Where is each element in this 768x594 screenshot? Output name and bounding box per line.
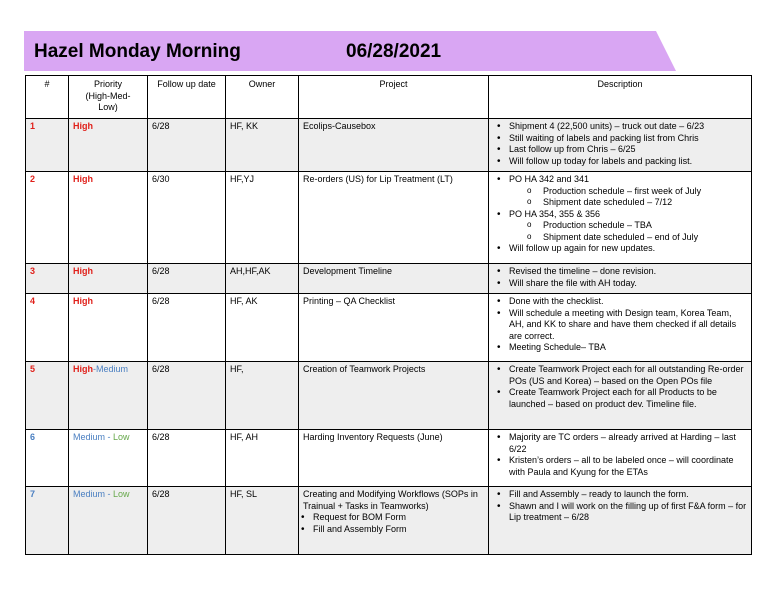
desc-item: • Will follow up today for labels and packing list. xyxy=(509,156,747,168)
header-row xyxy=(26,76,752,119)
table-row xyxy=(26,119,752,172)
row-followup: 6/28 xyxy=(148,430,226,487)
table-row xyxy=(26,430,752,487)
row-priority xyxy=(69,362,148,430)
row-followup: 6/28 xyxy=(148,362,226,430)
col-header-priority xyxy=(69,76,148,119)
row-description xyxy=(489,430,752,487)
priority-high: High xyxy=(73,174,93,184)
priority-low: Low xyxy=(113,432,130,442)
table-row xyxy=(26,362,752,430)
desc-item: • Create Teamwork Project each for all outstanding Re-order POs (US and Korea) – based on the Open POs file xyxy=(509,364,747,387)
desc-item: • Kristen’s orders – all to be labeled once – will coordinate with Paula and Kyung for the ETAs xyxy=(509,455,747,478)
row-number: 1 xyxy=(26,119,69,172)
row-followup: 6/28 xyxy=(148,487,226,555)
row-project: Ecolips-Causebox xyxy=(299,119,489,172)
desc-item xyxy=(509,174,747,209)
row-project: Printing – QA Checklist xyxy=(299,294,489,362)
page-date: 06/28/2021 xyxy=(346,41,442,62)
project-subitem: • Fill and Assembly Form xyxy=(313,524,484,536)
row-followup: 6/28 xyxy=(148,119,226,172)
priority-header-text: Priority (High-Med-Low) xyxy=(85,79,131,112)
row-priority xyxy=(69,172,148,264)
desc-item: • Still waiting of labels and packing list from Chris xyxy=(509,133,747,145)
table-row xyxy=(26,487,752,555)
priority-separator: - xyxy=(105,432,114,442)
page-title: Hazel Monday Morning xyxy=(34,41,241,62)
desc-item: • Last follow up from Chris – 6/25 xyxy=(509,144,747,156)
col-header-owner: Owner xyxy=(226,76,299,119)
priority-high: High xyxy=(73,296,93,306)
row-project: Development Timeline xyxy=(299,264,489,294)
desc-subitem: o Shipment date scheduled – 7/12 xyxy=(543,197,747,209)
row-description xyxy=(489,264,752,294)
desc-item: • Will schedule a meeting with Design team, Korea Team, AH, and KK to share and have them checked if all details are correct. xyxy=(509,308,747,343)
priority-separator: - xyxy=(93,364,96,374)
desc-subitem: o Production schedule – TBA xyxy=(543,220,747,232)
row-owner: AH,HF,AK xyxy=(226,264,299,294)
desc-item xyxy=(509,209,747,244)
row-followup: 6/28 xyxy=(148,264,226,294)
row-priority xyxy=(69,264,148,294)
title-banner xyxy=(24,31,676,71)
row-description xyxy=(489,119,752,172)
row-number: 3 xyxy=(26,264,69,294)
desc-item: • Meeting Schedule– TBA xyxy=(509,342,747,354)
project-subitem: • Request for BOM Form xyxy=(313,512,484,524)
desc-item-text: PO HA 342 and 341 xyxy=(509,174,590,184)
row-project xyxy=(299,487,489,555)
desc-item: • Revised the timeline – done revision. xyxy=(509,266,747,278)
row-number: 7 xyxy=(26,487,69,555)
desc-item: • Fill and Assembly – ready to launch the form. xyxy=(509,489,747,501)
table-row xyxy=(26,294,752,362)
row-priority xyxy=(69,430,148,487)
row-number: 6 xyxy=(26,430,69,487)
row-project: Harding Inventory Requests (June) xyxy=(299,430,489,487)
desc-subitem: o Shipment date scheduled – end of July xyxy=(543,232,747,244)
row-owner: HF,YJ xyxy=(226,172,299,264)
row-description xyxy=(489,294,752,362)
row-owner: HF, KK xyxy=(226,119,299,172)
row-owner: HF, xyxy=(226,362,299,430)
row-owner: HF, SL xyxy=(226,487,299,555)
table-row xyxy=(26,264,752,294)
priority-medium: Medium xyxy=(73,489,106,499)
desc-item: • Shawn and I will work on the filling up of first F&A form – for Lip treatment – 6/28 xyxy=(509,501,747,524)
priority-high: High xyxy=(73,266,93,276)
desc-item: • Majority are TC orders – already arrived at Harding – last 6/22 xyxy=(509,432,747,455)
desc-item: • Done with the checklist. xyxy=(509,296,747,308)
desc-item: • Will share the file with AH today. xyxy=(509,278,747,290)
desc-item-text: PO HA 354, 355 & 356 xyxy=(509,208,601,219)
priority-high: High xyxy=(73,364,93,374)
desc-item: • Create Teamwork Project each for all Products to be launched – based on product dev. Timeline file. xyxy=(509,387,747,410)
row-priority xyxy=(69,119,148,172)
row-description xyxy=(489,362,752,430)
row-description xyxy=(489,172,752,264)
row-followup: 6/30 xyxy=(148,172,226,264)
priority-medium: Medium xyxy=(73,432,106,442)
row-priority xyxy=(69,487,148,555)
priority-separator: - xyxy=(105,489,114,499)
row-priority xyxy=(69,294,148,362)
row-number: 2 xyxy=(26,172,69,264)
col-header-followup: Follow up date xyxy=(148,76,226,119)
row-description xyxy=(489,487,752,555)
status-table xyxy=(25,75,752,555)
col-header-description: Description xyxy=(489,76,752,119)
desc-subitem: o Production schedule – first week of July xyxy=(543,186,747,198)
priority-high: High xyxy=(73,121,93,131)
priority-low: Low xyxy=(113,489,130,499)
row-owner: HF, AH xyxy=(226,430,299,487)
desc-item: • Will follow up again for new updates. xyxy=(509,243,747,255)
table-row xyxy=(26,172,752,264)
row-number: 4 xyxy=(26,294,69,362)
row-number: 5 xyxy=(26,362,69,430)
row-followup: 6/28 xyxy=(148,294,226,362)
row-project: Re-orders (US) for Lip Treatment (LT) xyxy=(299,172,489,264)
col-header-project: Project xyxy=(299,76,489,119)
row-owner: HF, AK xyxy=(226,294,299,362)
priority-medium: Medium xyxy=(96,364,129,374)
desc-item: • Shipment 4 (22,500 units) – truck out date – 6/23 xyxy=(509,121,747,133)
row-project: Creation of Teamwork Projects xyxy=(299,362,489,430)
project-title: Creating and Modifying Workflows (SOPs in Trainual + Tasks in Teamworks) xyxy=(303,489,478,511)
col-header-number: # xyxy=(26,76,69,119)
